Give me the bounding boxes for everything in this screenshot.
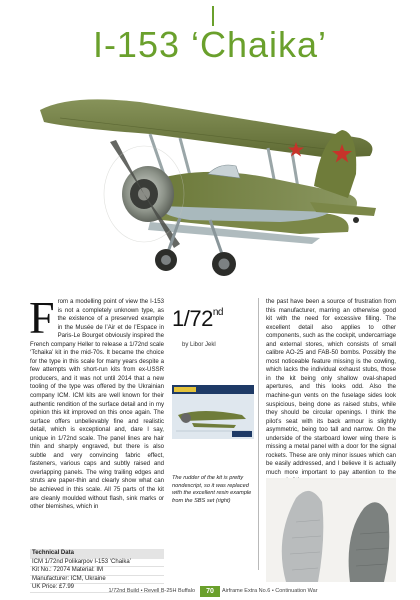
column-divider bbox=[258, 298, 259, 570]
page-number: 70 bbox=[200, 586, 220, 597]
technical-data-row: Kit No.: 72074 Material: IM bbox=[30, 567, 164, 576]
technical-data-row: ICM 1/72nd Polikarpov I-153 ‘Chaika’ bbox=[30, 559, 164, 568]
hero-aircraft-photo bbox=[30, 82, 390, 292]
body-column-left bbox=[29, 292, 164, 512]
article-title: I-153 ‘Chaika’ bbox=[92, 24, 328, 65]
kit-box-art bbox=[172, 385, 254, 439]
scale-heading bbox=[172, 306, 223, 332]
page-footer bbox=[0, 586, 420, 598]
footer-left-text: 1/72nd Build • Revell B-25H Buffalo bbox=[108, 588, 195, 594]
scale-suffix: nd bbox=[212, 307, 223, 318]
photo-caption: The rudder of the kit is pretty nondescript, so it was replaced with the excellent resin example from the SBS set (right) bbox=[172, 475, 252, 504]
technical-data-heading: Technical Data bbox=[30, 549, 164, 559]
technical-data-row: Manufacturer: ICM, Ukraine bbox=[30, 576, 164, 585]
body-text-left: rom a modelling point of view the I-153 is not a completely unknown type, as the existence of a preserved example in the Musée de l’Air et de l’Espace in Paris-Le Bourget obviously inspired the French company Heller to release a 1/72nd scale ‘Tchaika’ kit in the mid-70s. It became the choice for the type in this scale for many years despite a few attempts with short-run kits from ex-USSR producers, and it was not until 2014 that a new tooling of the type was offered by the Ukrainian company ICM. ICM kits are well known for their authentic rendition of the surface detail and in my opinion this kit improved on this once again. The surface offers unbelievably fine and realistic detail, which is exceptional and, dare I say, unique in 1/72nd scale. The panel lines are hair thin and sharply engraved, but there is also subtle and very convincing fabric effect, fasteners, various caps and subtly raised and overlapping panels. The wing trailing edges and struts are paper-thin and clearly show what can be achieved in this scale. All 75 parts of the kit are cleanly moulded without flash, sink marks or other blemishes, which in bbox=[30, 298, 164, 511]
scale-main: 1/72 bbox=[172, 306, 213, 331]
technical-data-row: UK Price: £7.99 bbox=[30, 584, 164, 593]
title-accent-rule bbox=[212, 6, 214, 26]
footer-right-text: Airframe Extra No.6 • Continuation War bbox=[222, 588, 318, 594]
upper-wing bbox=[40, 99, 372, 158]
body-column-right: the past have been a source of frustration from this manufacturer, marring an otherwise good kit with the need for excessive filling. The excellent detail also applies to other components, such as the cockpit, undercarriage and external stores, which consists of small calibre AO-25 and FAB-50 bombs. Possibly the most noticeable feature missing is the cowling, which lacks the individual exhaust stubs, those in the kit being only shallow oval-shaped apertures, and this looks odd. Also the machine-gun vents on the fuselage sides look suspicious, being done as raised stubs, while they should be circular openings. I think the pilot’s seat with its back armour is slightly asymmetric, being too tall and narrow. On the underside of the starboard lower wing there is missing a metal panel with a door for the signal rockets. These are only minor issues which can be easily addressed, and I believe it is actually much more important to pay attention to the bbox=[266, 298, 396, 476]
rudder-detail-photo bbox=[266, 478, 396, 582]
drop-cap: F bbox=[29, 292, 55, 343]
author-byline: by Libor Jekl bbox=[182, 342, 216, 348]
